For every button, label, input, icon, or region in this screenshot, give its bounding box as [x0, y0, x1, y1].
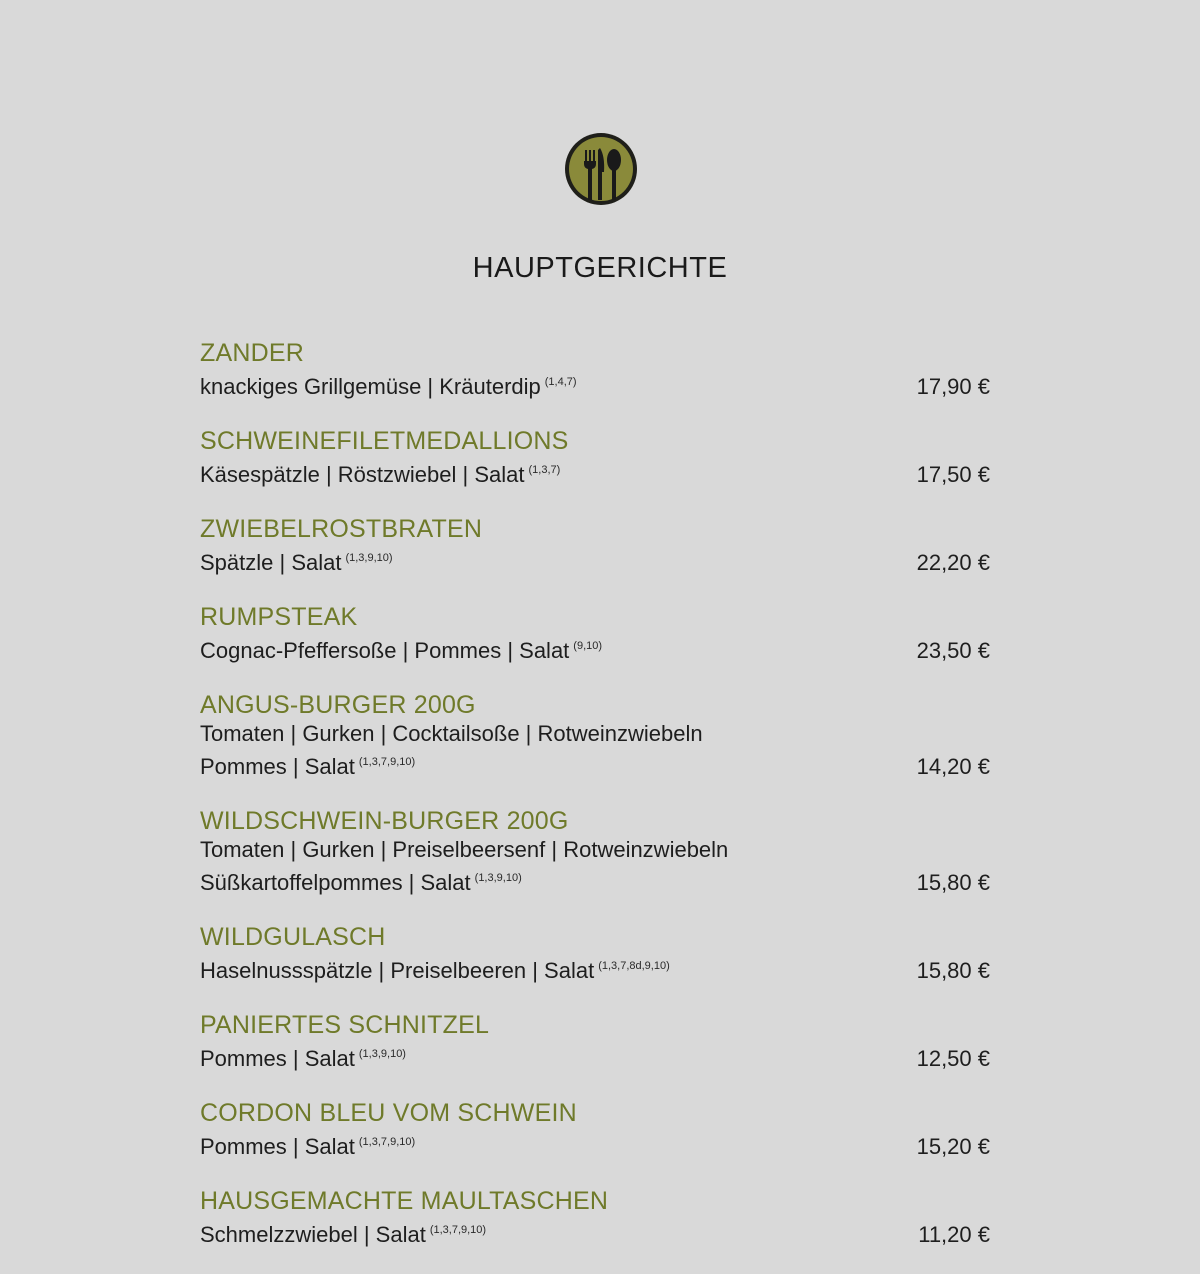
- allergen-codes: (1,4,7): [544, 376, 577, 388]
- dish-price: 17,50 €: [916, 462, 990, 487]
- dish-price: 23,50 €: [916, 638, 990, 663]
- allergen-codes: (1,3,7,9,10): [358, 756, 416, 768]
- dish-description-text: Pommes | Salat: [200, 1134, 355, 1159]
- section-title: HAUPTGERICHTE: [472, 252, 728, 284]
- menu-item: [200, 1098, 990, 1161]
- dish-name: CORDON BLEU VOM SCHWEIN: [200, 1099, 577, 1127]
- dish-description: [200, 632, 990, 665]
- cutlery-icon: [564, 132, 638, 206]
- dish-price: 12,50 €: [916, 1046, 990, 1071]
- dish-price: 15,20 €: [916, 1134, 990, 1159]
- dish-name: PANIERTES SCHNITZEL: [200, 1011, 490, 1039]
- menu-item: [200, 1186, 990, 1249]
- dish-description: [200, 368, 990, 401]
- allergen-codes: (1,3,9,10): [474, 872, 522, 884]
- dish-description: [200, 1040, 990, 1073]
- dish-description-text: Tomaten | Gurken | Preiselbeersenf | Rotweinzwiebeln: [200, 837, 729, 862]
- dish-price: 14,20 €: [916, 754, 990, 779]
- dish-description-text: Cognac-Pfeffersoße | Pommes | Salat: [200, 638, 570, 663]
- menu-item: [200, 690, 990, 781]
- dish-price: 15,80 €: [916, 870, 990, 895]
- dish-description-text: Tomaten | Gurken | Cocktailsoße | Rotweinzwiebeln: [200, 721, 703, 746]
- dish-price: 17,90 €: [916, 374, 990, 399]
- dish-name: HAUSGEMACHTE MAULTASCHEN: [200, 1187, 609, 1215]
- dish-description-text: Pommes | Salat: [200, 754, 355, 779]
- dish-price: 11,20 €: [918, 1222, 990, 1247]
- dish-description: [200, 748, 990, 781]
- dish-name: ZANDER: [200, 339, 304, 367]
- dish-name: WILDGULASCH: [200, 923, 386, 951]
- dish-description-text: Haselnussspätzle | Preiselbeeren | Salat: [200, 958, 595, 983]
- dish-description: [200, 1216, 990, 1249]
- menu-item: [200, 514, 990, 577]
- menu-item: [200, 338, 990, 401]
- dish-price: 22,20 €: [916, 550, 990, 575]
- dish-description-text: Süßkartoffelpommes | Salat: [200, 870, 471, 895]
- menu-item: [200, 1010, 990, 1073]
- dish-description-text: knackiges Grillgemüse | Kräuterdip: [200, 374, 541, 399]
- menu-item: [200, 922, 990, 985]
- dish-name: ANGUS-BURGER 200G: [200, 691, 476, 719]
- allergen-codes: (1,3,7): [528, 464, 561, 476]
- dish-description-text: Käsespätzle | Röstzwiebel | Salat: [200, 462, 525, 487]
- cutlery-logo: [564, 132, 638, 206]
- dish-description: [200, 1128, 990, 1161]
- dish-description: [200, 544, 990, 577]
- dish-description-text: Spätzle | Salat: [200, 550, 342, 575]
- dish-description: [200, 456, 990, 489]
- allergen-codes: (1,3,7,8d,9,10): [598, 960, 670, 972]
- menu-item: [200, 426, 990, 489]
- allergen-codes: (9,10): [573, 640, 603, 652]
- menu-list: [200, 338, 990, 1274]
- allergen-codes: (1,3,7,9,10): [429, 1224, 487, 1236]
- dish-name: ZWIEBELROSTBRATEN: [200, 515, 483, 543]
- dish-description: [200, 836, 990, 864]
- dish-description-text: Pommes | Salat: [200, 1046, 355, 1071]
- menu-item: [200, 806, 990, 897]
- dish-description-text: Schmelzzwiebel | Salat: [200, 1222, 426, 1247]
- dish-name: SCHWEINEFILETMEDALLIONS: [200, 427, 569, 455]
- dish-description: [200, 864, 990, 897]
- dish-name: RUMPSTEAK: [200, 603, 358, 631]
- dish-name: WILDSCHWEIN-BURGER 200G: [200, 807, 569, 835]
- allergen-codes: (1,3,9,10): [345, 552, 393, 564]
- dish-description: [200, 720, 990, 748]
- allergen-codes: (1,3,9,10): [358, 1048, 406, 1060]
- dish-price: 15,80 €: [916, 958, 990, 983]
- menu-item: [200, 602, 990, 665]
- allergen-codes: (1,3,7,9,10): [358, 1136, 416, 1148]
- dish-description: [200, 952, 990, 985]
